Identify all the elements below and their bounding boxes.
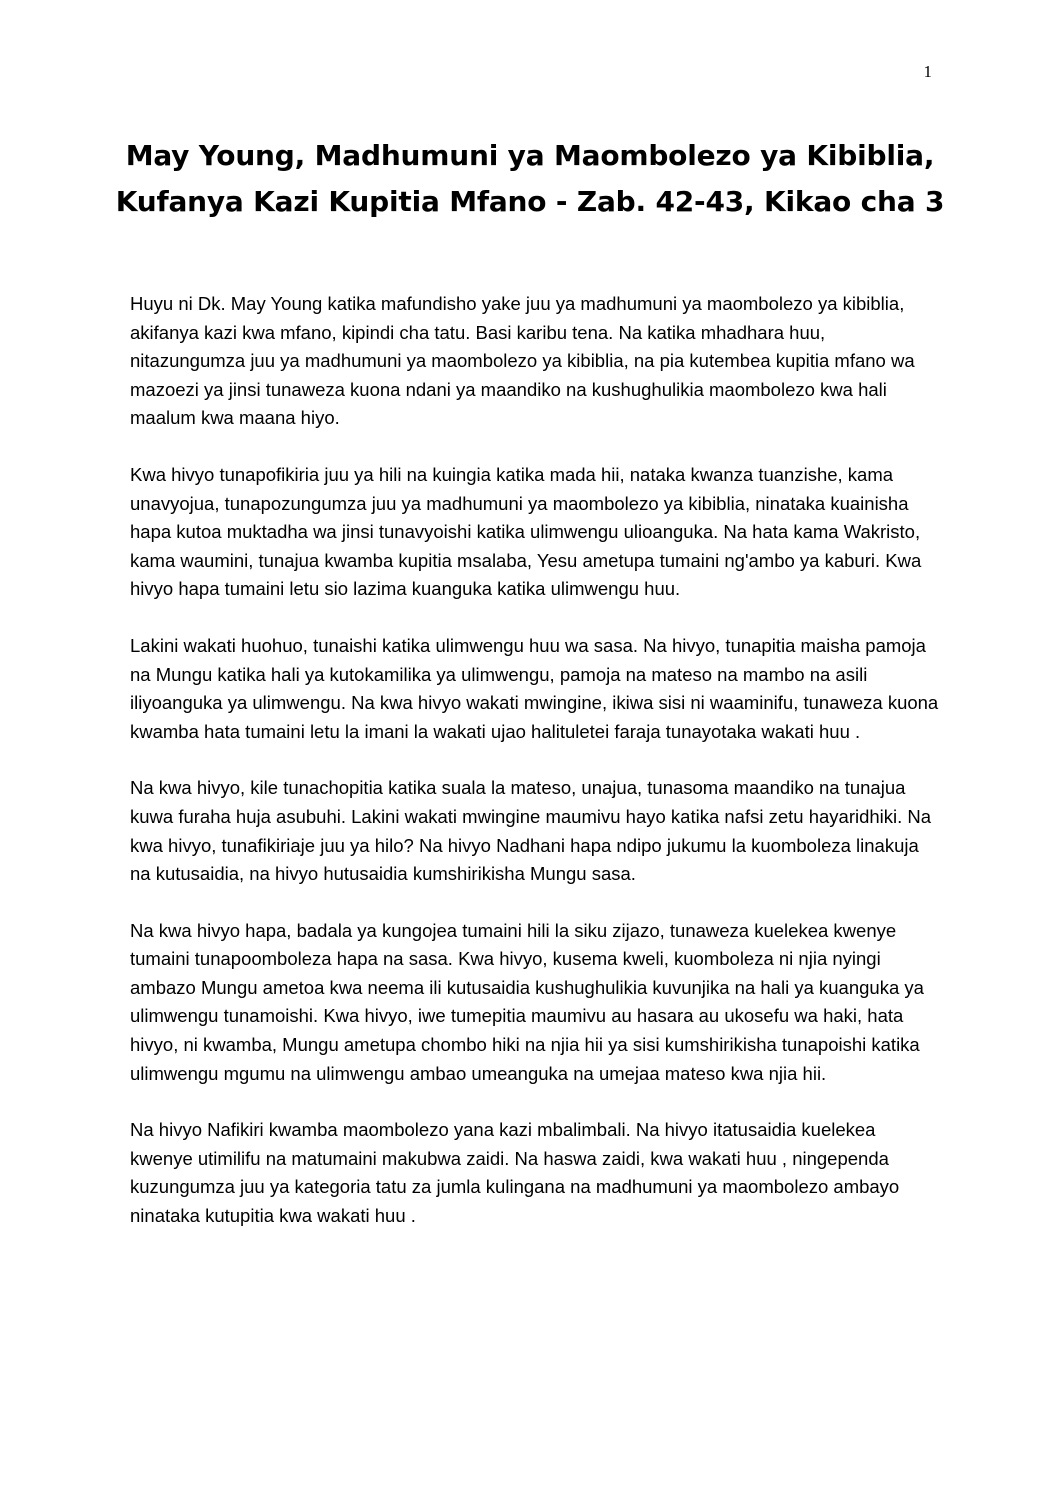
page-number: 1 xyxy=(923,62,932,81)
paragraph: Na kwa hivyo hapa, badala ya kungojea tumaini hili la siku zijazo, tunaweza kuelekea kwenye tumaini tunapoomboleza hapa na sasa. Kwa hivyo, kusema kweli, kuomboleza ni njia nyingi ambazo Mungu ametoa kwa neema ili kutusaidia kushughulikia kuvunjika na hali ya kuanguka ya ulimwengu tunamoishi. Kwa hivyo, iwe tumepitia maumivu au hasara au ukosefu wa haki, hata hivyo, ni kwamba, Mungu ametupa chombo hiki na njia hii ya sisi kumshirikisha tunapoishi katika ulimwengu mgumu na ulimwengu ambao umeanguka na umejaa mateso kwa njia hii. xyxy=(130,919,924,1084)
paragraph: Lakini wakati huohuo, tunaishi katika ulimwengu huu wa sasa. Na hivyo, tunapitia maisha pamoja na Mungu katika hali ya kutokamilika ya ulimwengu, pamoja na mateso na mambo na asili iliyoanguka ya ulimwengu. Na kwa hivyo wakati mwingine, ikiwa sisi ni waaminifu, tunaweza kuona kwamba hata tumaini letu la imani la wakati ujao halituletei faraja tunayotaka wakati huu . xyxy=(130,634,939,742)
paragraph: Na hivyo Nafikiri kwamba maombolezo yana kazi mbalimbali. Na hivyo itatusaidia kuelekea kwenye utimilifu na matumaini makubwa zaidi. Na haswa zaidi, kwa wakati huu , ningependa kuzungumza juu ya kategoria tatu za jumla kulingana na madhumuni ya maombolezo ambayo ninataka kutupitia kwa wakati huu . xyxy=(130,1119,900,1227)
paragraph: Na kwa hivyo, kile tunachopitia katika suala la mateso, unajua, tunasoma maandiko na tunajua kuwa furaha huja asubuhi. Lakini wakati mwingine maumivu hayo katika nafsi zetu hayaridhiki. Na kwa hivyo, tunafikiriaje juu ya hilo? Na hivyo Nadhani hapa ndipo jukumu la kuomboleza linakuja na kutusaidia, na hivyo hutusaidia kumshirikisha Mungu sasa. xyxy=(130,777,932,885)
document-title: May Young, Madhumuni ya Maombolezo ya Kibiblia, Kufanya Kazi Kupitia Mfano - Zab. 42-43, Kikao cha 3 xyxy=(115,139,945,218)
paragraph: Kwa hivyo tunapofikiria juu ya hili na kuingia katika mada hii, nataka kwanza tuanzishe, kama unavyojua, tunapozungumza juu ya madhumuni ya maombolezo ya kibiblia, ninataka kuainisha hapa kutoa muktadha wa jinsi tunavyoishi katika ulimwengu ulioanguka. Na hata kama Wakristo, kama waumini, tunajua kwamba kupitia msalaba, Yesu ametupa tumaini ng'ambo ya kaburi. Kwa hivyo hapa tumaini letu sio lazima kuanguka katika ulimwengu huu. xyxy=(130,463,922,600)
paragraph: Huyu ni Dk. May Young katika mafundisho yake juu ya madhumuni ya maombolezo ya kibiblia, akifanya kazi kwa mfano, kipindi cha tatu. Basi karibu tena. Na katika mhadhara huu, nitazungumza juu ya madhumuni ya maombolezo ya kibiblia, na pia kutembea kupitia mfano wa mazoezi ya jinsi tunaweza kuona ndani ya maandiko na kushughulikia maombolezo kwa hali maalum kwa maana hiyo. xyxy=(130,293,915,429)
document-body xyxy=(130,290,940,1259)
